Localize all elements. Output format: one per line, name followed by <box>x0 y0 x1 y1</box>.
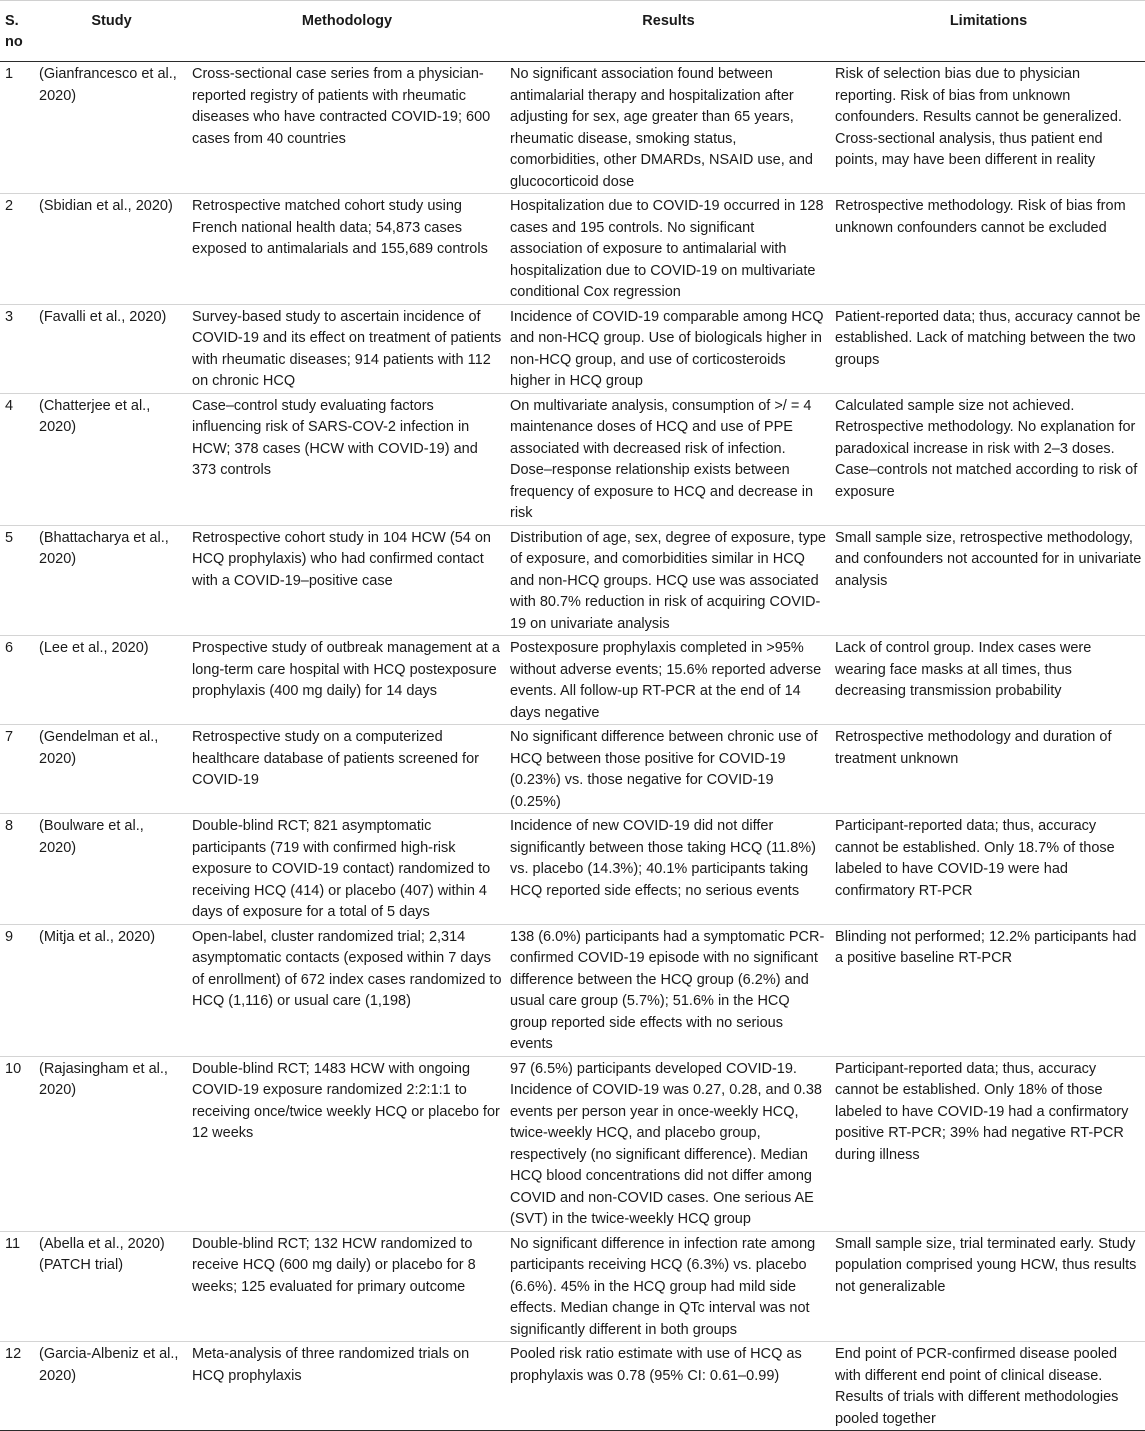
cell-limitations: Risk of selection bias due to physician reporting. Risk of bias from unknown confounders. Results cannot be generalized. Cross-sectional analysis, thus patient end points, may have been different in reality <box>830 62 1145 194</box>
cell-study: (Mitja et al., 2020) <box>34 924 187 1056</box>
cell-limitations: Calculated sample size not achieved. Retrospective methodology. No explanation for paradoxical increase in risk with 2–3 doses. Case–controls not matched according to risk of exposure <box>830 393 1145 525</box>
cell-study: (Boulware et al., 2020) <box>34 814 187 925</box>
cell-sno: 3 <box>0 304 34 393</box>
cell-results: On multivariate analysis, consumption of >/ = 4 maintenance doses of HCQ and use of PPE associated with decreased risk of infection. Dose–response relationship exists between frequency of exposure to HCQ and decrease in risk <box>505 393 830 525</box>
cell-methodology: Case–control study evaluating factors influencing risk of SARS-COV-2 infection in HCW; 378 cases (HCW with COVID-19) and 373 controls <box>187 393 505 525</box>
cell-study: (Rajasingham et al., 2020) <box>34 1056 187 1231</box>
cell-results: No significant association found between antimalarial therapy and hospitalization after adjusting for sex, age greater than 65 years, rheumatic disease, smoking status, comorbidities, other DMARDs, NSAID use, and glucocorticoid dose <box>505 62 830 194</box>
cell-methodology: Open-label, cluster randomized trial; 2,314 asymptomatic contacts (exposed within 7 days of enrollment) of 672 index cases randomized to HCQ (1,116) or usual care (1,198) <box>187 924 505 1056</box>
cell-methodology: Double-blind RCT; 132 HCW randomized to receive HCQ (600 mg daily) or placebo for 8 weeks; 125 evaluated for primary outcome <box>187 1231 505 1342</box>
cell-limitations: Small sample size, trial terminated early. Study population comprised young HCW, thus results not generalizable <box>830 1231 1145 1342</box>
cell-methodology: Retrospective cohort study in 104 HCW (54 on HCQ prophylaxis) who had confirmed contact with a COVID-19–positive case <box>187 525 505 636</box>
table-row <box>0 62 1145 194</box>
cell-results: Incidence of COVID-19 comparable among HCQ and non-HCQ group. Use of biologicals higher in non-HCQ group, and use of corticosteroids higher in HCQ group <box>505 304 830 393</box>
header-sno: S. no <box>0 1 34 62</box>
cell-sno: 8 <box>0 814 34 925</box>
cell-results: Pooled risk ratio estimate with use of HCQ as prophylaxis was 0.78 (95% CI: 0.61–0.99) <box>505 1342 830 1431</box>
cell-limitations: Lack of control group. Index cases were wearing face masks at all times, thus decreasing transmission probability <box>830 636 1145 725</box>
cell-results: No significant difference between chronic use of HCQ between those positive for COVID-19 (0.23%) vs. those negative for COVID-19 (0.25%) <box>505 725 830 814</box>
cell-methodology: Survey-based study to ascertain incidence of COVID-19 and its effect on treatment of patients with rheumatic diseases; 914 patients with 112 on chronic HCQ <box>187 304 505 393</box>
cell-study: (Gendelman et al., 2020) <box>34 725 187 814</box>
cell-study: (Sbidian et al., 2020) <box>34 194 187 305</box>
cell-results: Incidence of new COVID-19 did not differ significantly between those taking HCQ (11.8%) vs. placebo (14.3%); 40.1% participants taking HCQ reported side effects; no serious events <box>505 814 830 925</box>
table-body <box>0 62 1145 1431</box>
cell-limitations: Participant-reported data; thus, accuracy cannot be established. Only 18.7% of those labeled to have COVID-19 were had confirmatory RT-PCR <box>830 814 1145 925</box>
cell-limitations: End point of PCR-confirmed disease pooled with different end point of clinical disease. Results of trials with different methodologies pooled together <box>830 1342 1145 1431</box>
cell-sno: 5 <box>0 525 34 636</box>
cell-methodology: Retrospective matched cohort study using French national health data; 54,873 cases exposed to antimalarials and 155,689 controls <box>187 194 505 305</box>
cell-methodology: Double-blind RCT; 821 asymptomatic participants (719 with confirmed high-risk exposure to COVID-19 contact) randomized to receiving HCQ (414) or placebo (407) within 4 days of exposure for a total of 5 days <box>187 814 505 925</box>
table-row <box>0 525 1145 636</box>
table-row <box>0 725 1145 814</box>
cell-sno: 10 <box>0 1056 34 1231</box>
cell-study: (Chatterjee et al., 2020) <box>34 393 187 525</box>
cell-study: (Garcia-Albeniz et al., 2020) <box>34 1342 187 1431</box>
cell-study: (Abella et al., 2020) (PATCH trial) <box>34 1231 187 1342</box>
table-row <box>0 304 1145 393</box>
cell-sno: 6 <box>0 636 34 725</box>
cell-results: No significant difference in infection rate among participants receiving HCQ (6.3%) vs. placebo (6.6%). 45% in the HCQ group had mild side effects. Median change in QTc interval was not significantly different in both groups <box>505 1231 830 1342</box>
cell-limitations: Participant-reported data; thus, accuracy cannot be established. Only 18% of those labeled to have COVID-19 had a confirmatory positive RT-PCR; 39% had negative RT-PCR during illness <box>830 1056 1145 1231</box>
cell-results: Hospitalization due to COVID-19 occurred in 128 cases and 195 controls. No significant association of exposure to antimalarial with hospitalization due to COVID-19 on multivariate conditional Cox regression <box>505 194 830 305</box>
cell-limitations: Blinding not performed; 12.2% participants had a positive baseline RT-PCR <box>830 924 1145 1056</box>
table-row <box>0 636 1145 725</box>
cell-methodology: Meta-analysis of three randomized trials on HCQ prophylaxis <box>187 1342 505 1431</box>
table-row <box>0 393 1145 525</box>
header-row <box>0 1 1145 62</box>
cell-sno: 9 <box>0 924 34 1056</box>
table-row <box>0 1342 1145 1431</box>
cell-results: 97 (6.5%) participants developed COVID-19. Incidence of COVID-19 was 0.27, 0.28, and 0.38 events per person year in once-weekly HCQ, twice-weekly HCQ, and placebo group, respectively (no significant difference). Median HCQ blood concentrations did not differ among COVID and non-COVID cases. One serious AE (SVT) in the twice-weekly HCQ group <box>505 1056 830 1231</box>
cell-methodology: Retrospective study on a computerized healthcare database of patients screened for COVID-19 <box>187 725 505 814</box>
cell-limitations: Patient-reported data; thus, accuracy cannot be established. Lack of matching between the two groups <box>830 304 1145 393</box>
table-row <box>0 194 1145 305</box>
cell-limitations: Retrospective methodology. Risk of bias from unknown confounders cannot be excluded <box>830 194 1145 305</box>
header-limitations: Limitations <box>830 1 1145 62</box>
cell-sno: 1 <box>0 62 34 194</box>
cell-results: Distribution of age, sex, degree of exposure, type of exposure, and comorbidities similar in HCQ and non-HCQ groups. HCQ use was associated with 80.7% reduction in risk of acquiring COVID-19 on univariate analysis <box>505 525 830 636</box>
table-row <box>0 1231 1145 1342</box>
table-row <box>0 814 1145 925</box>
cell-sno: 12 <box>0 1342 34 1431</box>
table-row <box>0 1056 1145 1231</box>
cell-study: (Gianfrancesco et al., 2020) <box>34 62 187 194</box>
cell-methodology: Double-blind RCT; 1483 HCW with ongoing COVID-19 exposure randomized 2:2:1:1 to receiving once/twice weekly HCQ or placebo for 12 weeks <box>187 1056 505 1231</box>
cell-limitations: Retrospective methodology and duration of treatment unknown <box>830 725 1145 814</box>
table-header <box>0 1 1145 62</box>
cell-results: Postexposure prophylaxis completed in >95% without adverse events; 15.6% reported adverse events. All follow-up RT-PCR at the end of 14 days negative <box>505 636 830 725</box>
cell-methodology: Prospective study of outbreak management at a long-term care hospital with HCQ postexposure prophylaxis (400 mg daily) for 14 days <box>187 636 505 725</box>
cell-sno: 11 <box>0 1231 34 1342</box>
table-row <box>0 924 1145 1056</box>
cell-sno: 2 <box>0 194 34 305</box>
cell-sno: 4 <box>0 393 34 525</box>
cell-study: (Bhattacharya et al., 2020) <box>34 525 187 636</box>
header-study: Study <box>34 1 187 62</box>
cell-methodology: Cross-sectional case series from a physician-reported registry of patients with rheumatic diseases who have contracted COVID-19; 600 cases from 40 countries <box>187 62 505 194</box>
header-results: Results <box>505 1 830 62</box>
cell-study: (Favalli et al., 2020) <box>34 304 187 393</box>
cell-study: (Lee et al., 2020) <box>34 636 187 725</box>
cell-results: 138 (6.0%) participants had a symptomatic PCR-confirmed COVID-19 episode with no significant difference between the HCQ group (6.2%) and usual care group (5.7%); 51.6% in the HCQ group reported side effects with no serious events <box>505 924 830 1056</box>
header-methodology: Methodology <box>187 1 505 62</box>
cell-sno: 7 <box>0 725 34 814</box>
cell-limitations: Small sample size, retrospective methodology, and confounders not accounted for in univariate analysis <box>830 525 1145 636</box>
